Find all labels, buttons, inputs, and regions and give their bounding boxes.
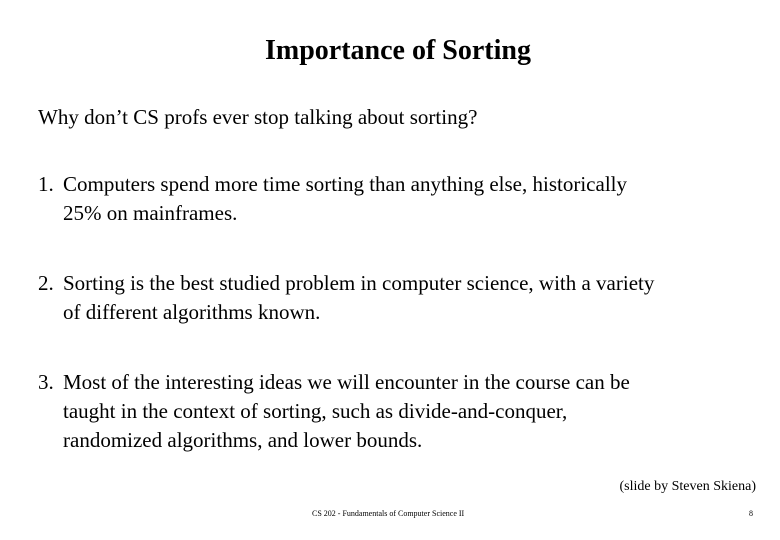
intro-question: Why don’t CS profs ever stop talking about sorting? xyxy=(38,105,478,129)
list-item-text: taught in the context of sorting, such as divide-and-conquer, xyxy=(63,399,568,423)
list-item-text: randomized algorithms, and lower bounds. xyxy=(63,428,423,452)
list-item-number: 3. xyxy=(38,370,54,394)
slide-credit: (slide by Steven Skiena) xyxy=(619,479,756,494)
slide-title: Importance of Sorting xyxy=(265,35,531,66)
list-item-text: Most of the interesting ideas we will encounter in the course can be xyxy=(63,370,630,394)
list-item-text: Computers spend more time sorting than anything else, historically xyxy=(63,172,627,196)
list-item-text: of different algorithms known. xyxy=(63,300,321,324)
footer-course-name: CS 202 - Fundamentals of Computer Science II xyxy=(312,509,465,518)
list-item-text: 25% on mainframes. xyxy=(63,201,238,225)
footer-page-number: 8 xyxy=(749,509,753,518)
list-item-number: 1. xyxy=(38,172,54,196)
list-item-number: 2. xyxy=(38,271,54,295)
list-item-text: Sorting is the best studied problem in computer science, with a variety xyxy=(63,271,655,295)
